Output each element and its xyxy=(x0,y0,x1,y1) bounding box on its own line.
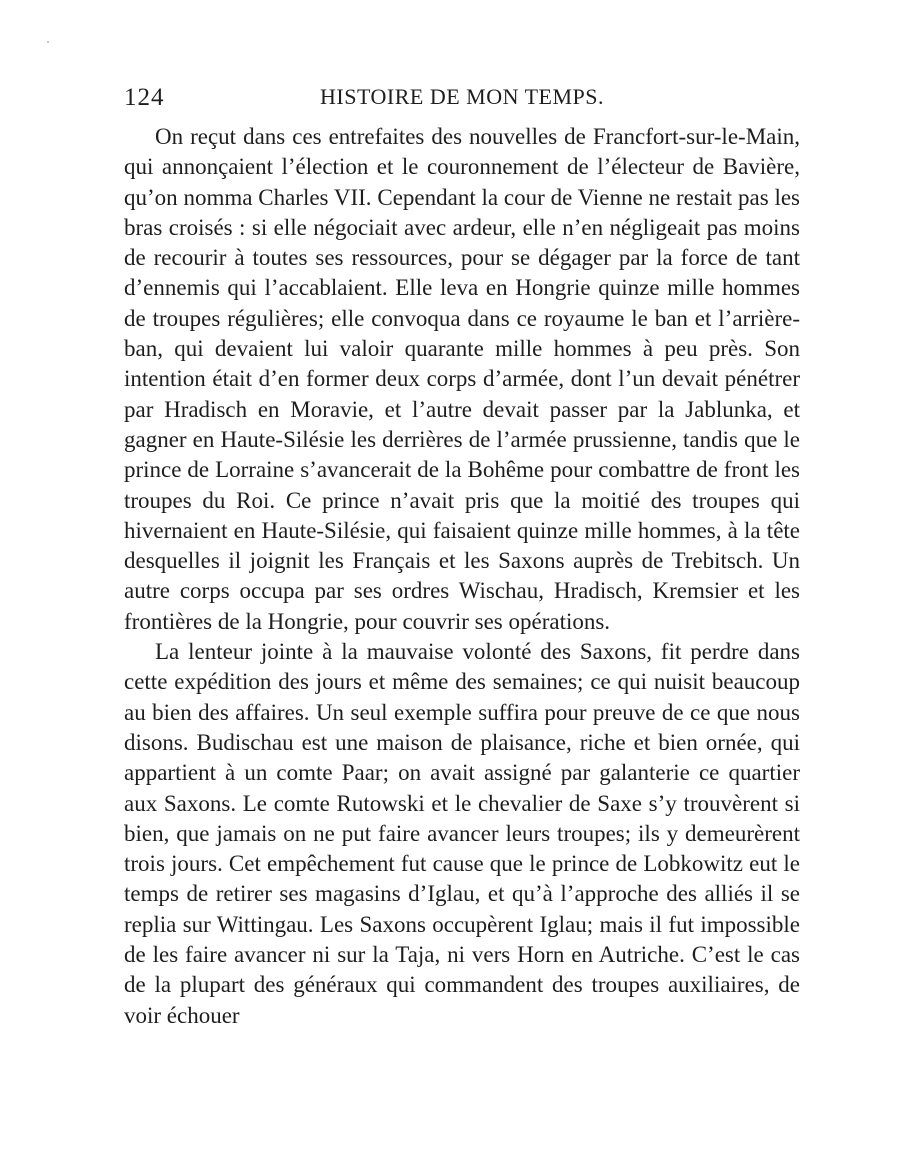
paragraph: La lenteur jointe à la mauvaise volonté des Saxons, fit perdre dans cette expédition des jours et même des semaines; ce qui nuisit beaucoup au bien des affaires. Un seul exemple suffira pour preuve de ce que nous disons. Budischau est une maison de plaisance, riche et bien ornée, qui appartient à un comte Paar; on avait assigné par galanterie ce quartier aux Saxons. Le comte Rutowski et le chevalier de Saxe s’y trouvèrent si bien, que jamais on ne put faire avancer leurs troupes; ils y demeurèrent trois jours. Cet empêchement fut cause que le prince de Lobkowitz eut le temps de retirer ses magasins d’Iglau, et qu’à l’approche des alliés il se replia sur Wittingau. Les Saxons occupèrent Iglau; mais il fut impossible de les faire avancer ni sur la Taja, ni vers Horn en Autriche. C’est le cas de la plupart des généraux qui commandent des troupes auxiliaires, de voir échouer xyxy=(124,639,800,1028)
paragraph: On reçut dans ces entrefaites des nouvelles de Francfort-sur-le-Main, qui annonçaient l’élection et le couronnement de l’électeur de Bavière, qu’on nomma Charles VII. Cependant la cour de Vienne ne restait pas les bras croisés : si elle négociait avec ardeur, elle n’en négligeait pas moins de recourir à toutes ses ressources, pour se dégager par la force de tant d’ennemis qui l’accablaient. Elle leva en Hongrie quinze mille hommes de troupes régulières; elle convoqua dans ce royaume le ban et l’arrière-ban, qui devaient lui valoir quarante mille hommes à peu près. Son intention était d’en former deux corps d’armée, dont l’un devait pénétrer par Hradisch en Moravie, et l’autre devait passer par la Jablunka, et gagner en Haute-Silésie les derrières de l’armée prussienne, tandis que le prince de Lorraine s’avancerait de la Bohême pour combattre de front les troupes du Roi. Ce prince n’avait pris que la moitié des troupes qui hivernaient en Haute-Silésie, qui faisaient quinze mille hommes, à la tête desquelles il joignit les Français et les Saxons auprès de Trebitsch. Un autre corps occupa par ses ordres Wischau, Hradisch, Kremsier et les frontières de la Hongrie, pour couvrir ses opérations. xyxy=(124,124,800,634)
running-title: HISTOIRE DE MON TEMPS. xyxy=(320,84,604,109)
page-number: 124 xyxy=(124,84,165,111)
running-head xyxy=(124,84,800,114)
scan-speck xyxy=(47,41,49,43)
body-text xyxy=(124,122,800,1031)
